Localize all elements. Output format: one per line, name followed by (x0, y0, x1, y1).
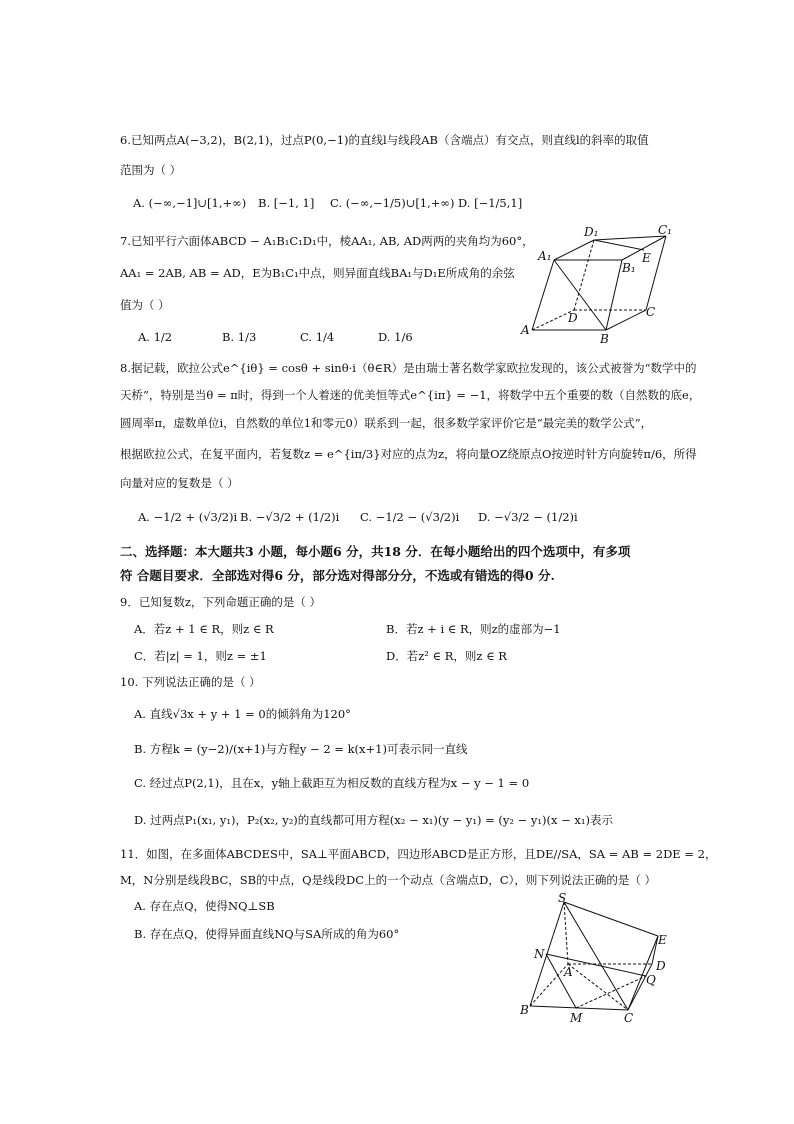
q6-stem-line2: 范围为（ ） (120, 163, 182, 177)
label-m: M (570, 1011, 583, 1025)
label-a: A (564, 965, 573, 979)
label-d: D (568, 311, 578, 325)
q7-option-b: B. 1/3 (222, 330, 257, 344)
label-e: E (642, 251, 651, 265)
q8-option-d: D. −√3/2 − (1/2)i (478, 510, 578, 524)
q6-option-c: C. (−∞,−1/5)∪[1,+∞) (330, 196, 455, 210)
q10-option-b: B. 方程k = (y−2)/(x+1)与方程y − 2 = k(x+1)可表示同一直线 (134, 742, 468, 756)
label-d1: D₁ (584, 225, 599, 239)
label-c1: C₁ (658, 223, 672, 237)
q8-stem-line4: 根据欧拉公式，在复平面内，若复数z = e^{iπ/3}对应的点为z，将向量OZ绕原点O按逆时针方向旋转π/6，所得 (120, 447, 697, 461)
label-n: N (534, 947, 545, 961)
q8-option-a: A. −1/2 + (√3/2)i (138, 510, 238, 524)
label-s: S (558, 892, 567, 905)
q8-stem-line3: 圆周率π，虚数单位i，自然数的单位1和零元0）联系到一起，很多数学家评价它是“最完美的数学公式”， (120, 416, 653, 430)
q9-option-d: D．若z² ∈ R，则z ∈ R (386, 649, 507, 663)
label-a1: A₁ (538, 249, 552, 263)
label-q: Q (646, 973, 656, 987)
q9-option-b: B．若z + i ∈ R，则z的虚部为−1 (386, 622, 561, 636)
q7-option-c: C. 1/4 (300, 330, 335, 344)
q7-parallelepiped-figure (518, 222, 688, 344)
q9-option-c: C．若|z| = 1，则z = ±1 (134, 649, 267, 663)
q7-stem-line2: AA₁ = 2AB, AB = AD，E为B₁C₁中点，则异面直线BA₁与D₁E所成角的余弦 (120, 266, 515, 280)
label-c: C (624, 1011, 634, 1025)
q7-stem-line3: 值为（ ） (120, 298, 170, 312)
q9-option-a: A．若z + 1 ∈ R，则z ∈ R (134, 622, 274, 636)
label-b1: B₁ (622, 261, 636, 275)
q11-option-b: B. 存在点Q，使得异面直线NQ与SA所成的角为60° (134, 927, 400, 941)
q11-stem-line1: 11．如图，在多面体ABCDES中，SA⊥平面ABCD，四边形ABCD是正方形，且DE//SA，SA = AB = 2DE = 2， (120, 847, 717, 861)
q8-option-c: C. −1/2 − (√3/2)i (360, 510, 460, 524)
q7-option-d: D. 1/6 (378, 330, 413, 344)
label-c: C (646, 305, 656, 319)
q6-option-b: B. [−1, 1] (258, 196, 315, 210)
q6-option-a: A. (−∞,−1]∪[1,+∞) (133, 196, 247, 210)
q7-stem-line1: 7.已知平行六面体ABCD − A₁B₁C₁D₁中，棱AA₁, AB, AD两两的夹角均为60°， (120, 234, 534, 248)
q8-stem-line2: 天桥”，特别是当θ = π时，得到一个人着迷的优美恒等式e^{iπ} = −1，将数学中五个重要的数（自然数的底e， (120, 388, 701, 402)
q11-polyhedron-figure (518, 892, 688, 1028)
q8-option-b: B. −√3/2 + (1/2)i (240, 510, 340, 524)
q10-option-c: C. 经过点P(2,1)，且在x，y轴上截距互为相反数的直线方程为x − y − 1 = 0 (134, 776, 530, 790)
section2-heading-line1: 二、选择题：本大题共3 小题，每小题6 分，共18 分．在每小题给出的四个选项中，有多项 (120, 544, 631, 559)
q6-stem-line1: 6.已知两点A(−3,2)，B(2,1)，过点P(0,−1)的直线l与线段AB（含端点）有交点，则直线l的斜率的取值 (120, 133, 649, 147)
q10-stem: 10. 下列说法正确的是（ ） (120, 675, 261, 689)
q7-option-a: A. 1/2 (138, 330, 173, 344)
q9-stem: 9．已知复数z，下列命题正确的是（ ） (120, 595, 322, 609)
q8-stem-line5: 向量对应的复数是（ ） (120, 476, 239, 490)
label-b: B (600, 332, 609, 344)
q8-stem-line1: 8.据记载，欧拉公式e^{iθ} = cosθ + sinθ·i（θ∈R）是由瑞士著名数学家欧拉发现的，该公式被誉为“数学中的 (120, 361, 697, 375)
label-d: D (656, 959, 666, 973)
label-b: B (520, 1003, 529, 1017)
label-a: A (521, 323, 530, 337)
label-e: E (658, 933, 667, 947)
q6-option-d: D. [−1/5,1] (458, 196, 523, 210)
section2-heading-line2: 符 合题目要求．全部选对得6 分，部分选对得部分分，不选或有错选的得0 分. (120, 568, 555, 583)
q10-option-a: A. 直线√3x + y + 1 = 0的倾斜角为120° (134, 707, 351, 721)
q10-option-d: D. 过两点P₁(x₁, y₁)，P₂(x₂, y₂)的直线都可用方程(x₂ − x₁)(y − y₁) = (y₂ − y₁)(x − x₁)表示 (134, 813, 614, 827)
q11-option-a: A. 存在点Q，使得NQ⊥SB (134, 899, 275, 913)
q11-stem-line2: M，N分别是线段BC，SB的中点，Q是线段DC上的一个动点（含端点D，C），则下列说法正确的是（ ） (120, 873, 656, 887)
